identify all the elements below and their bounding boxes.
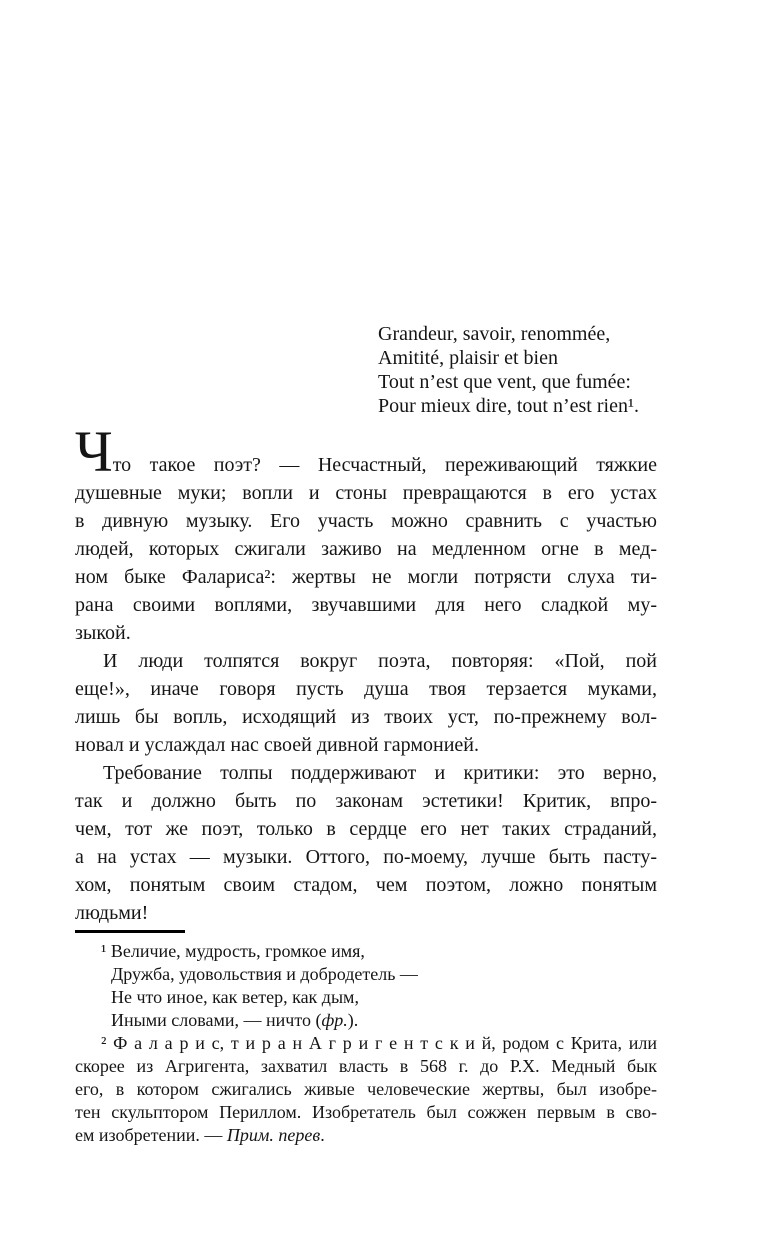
line-text: то такое поэт? — Несчастный, переживающий тяжкие (112, 454, 657, 476)
footnote-line: Дружба, удовольствия и добродетель — (111, 964, 418, 984)
epigraph-line: Grandeur, savoir, renommée, (378, 323, 611, 345)
footnote-line (75, 1124, 657, 1147)
epigraph-line: Tout n’est que vent, que fumée: (378, 371, 631, 393)
footnote-line: тен скульптором Периллом. Изобретатель был сожжен первым в сво- (75, 1102, 657, 1122)
footnote-text: . (320, 1125, 325, 1145)
footnote-line: ² Ф а л а р и с, т и р а н А г р и г е н т с к и й, родом с Крита, или (101, 1033, 657, 1053)
translator-note-label: Прим. перев (226, 1125, 321, 1145)
paragraph-2 (75, 647, 657, 759)
text-line: ном быке Фалариса²: жертвы не могли потрясти слуха ти- (75, 566, 657, 588)
footnote-line: Не что иное, как ветер, как дым, (111, 987, 359, 1007)
epigraph-line: Pour mieux dire, tout n’est rien¹. (378, 395, 639, 417)
text-line: еще!», иначе говоря пусть душа твоя терзается муками, (75, 678, 657, 700)
footnote-line (75, 1009, 657, 1032)
epigraph (378, 322, 657, 418)
footnote-line: ¹ Величие, мудрость, громкое имя, (101, 941, 365, 961)
text-line: а на устах — музыки. Оттого, по-моему, лучше быть пасту- (75, 846, 657, 868)
footnote-2 (75, 1032, 657, 1147)
text-line: людьми! (75, 902, 149, 924)
text-line: людей, которых сжигали заживо на медленном огне в мед- (75, 538, 657, 560)
footnote-language-abbrev: фр. (321, 1010, 348, 1030)
text-line: И люди толпятся вокруг поэта, повторяя: «Пой, пой (103, 650, 657, 672)
text-line: душевные муки; вопли и стоны превращаются в его устах (75, 482, 657, 504)
text-line: рана своими воплями, звучавшими для него сладкой му- (75, 594, 657, 616)
text-line: лишь бы вопль, исходящий из твоих уст, по-прежнему вол- (75, 706, 657, 728)
footnote-line: скорее из Агригента, захватил власть в 568 г. до Р.Х. Медный бык (75, 1056, 657, 1076)
body-text (75, 419, 657, 927)
footnote-rule (75, 930, 185, 933)
text-line: так и должно быть по законам эстетики! Критик, впро- (75, 790, 657, 812)
text-line: в дивную музыку. Его участь можно сравнить с участью (75, 510, 657, 532)
footnotes (75, 940, 657, 1147)
footnote-text: Иными словами, — ничто ( (111, 1010, 322, 1030)
paragraph-3 (75, 759, 657, 927)
footnote-line: его, в котором сжигались живые человеческие жертвы, был изобре- (75, 1079, 657, 1099)
footnote-text: ). (347, 1010, 359, 1030)
text-line (75, 419, 657, 484)
drop-cap-initial: Ч (75, 419, 113, 484)
text-line: новал и услаждал нас своей дивной гармонией. (75, 734, 479, 756)
text-line: хом, понятым своим стадом, чем поэтом, ложно понятым (75, 874, 657, 896)
footnote-1 (75, 940, 657, 1032)
text-line: зыкой. (75, 622, 131, 644)
epigraph-line: Amitité, plaisir et bien (378, 347, 558, 369)
text-line: Требование толпы поддерживают и критики: это верно, (103, 762, 657, 784)
footnote-text: ем изобретении. — (75, 1125, 227, 1145)
text-line: чем, тот же поэт, только в сердце его нет таких страданий, (75, 818, 657, 840)
paragraph-1 (75, 419, 657, 647)
